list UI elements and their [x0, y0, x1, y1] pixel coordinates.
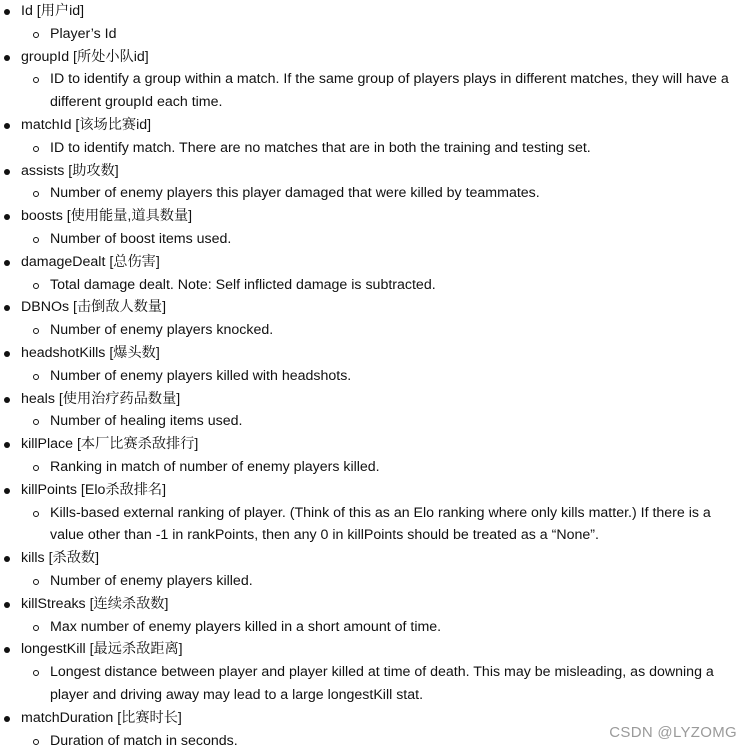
field-name: assists [助攻数]	[21, 163, 119, 179]
description-text: Max number of enemy players killed in a short amount of time.	[50, 619, 441, 635]
field-description	[0, 365, 751, 388]
field-name: headshotKills [爆头数]	[21, 345, 160, 361]
sub-bullet-icon	[33, 465, 39, 471]
description-text: player and driving away may lead to a large longestKill stat.	[50, 687, 423, 703]
description-text: different groupId each time.	[50, 94, 222, 110]
field-item	[0, 388, 751, 411]
description-text: Player’s Id	[50, 26, 117, 42]
field-description	[0, 91, 751, 114]
field-description	[0, 570, 751, 593]
bullet-icon	[4, 55, 10, 61]
field-description	[0, 524, 751, 547]
description-text: value other than -1 in rankPoints, then any 0 in killPoints should be treated as a “None”.	[50, 527, 599, 543]
field-description	[0, 684, 751, 707]
bullet-icon	[4, 488, 10, 494]
field-description	[0, 182, 751, 205]
field-description	[0, 502, 751, 525]
field-name: matchDuration [比赛时长]	[21, 710, 182, 726]
sub-bullet-icon	[33, 146, 39, 152]
sub-bullet-icon	[33, 625, 39, 631]
field-name: killPoints [Elo杀敌排名]	[21, 482, 166, 498]
description-text: ID to identify a group within a match. If the same group of players plays in different matches, they will have a	[50, 71, 729, 87]
sub-bullet-icon	[33, 283, 39, 289]
field-item	[0, 638, 751, 661]
field-name: DBNOs [击倒敌人数量]	[21, 299, 166, 315]
field-item	[0, 205, 751, 228]
field-item	[0, 0, 751, 23]
field-item	[0, 114, 751, 137]
bullet-icon	[4, 351, 10, 357]
field-name: longestKill [最远杀敌距离]	[21, 641, 183, 657]
bullet-icon	[4, 647, 10, 653]
field-name: heals [使用治疗药品数量]	[21, 391, 180, 407]
sub-bullet-icon	[33, 739, 39, 745]
field-description	[0, 616, 751, 639]
bullet-icon	[4, 9, 10, 15]
field-description	[0, 456, 751, 479]
field-description	[0, 23, 751, 46]
bullet-icon	[4, 556, 10, 562]
sub-bullet-icon	[33, 670, 39, 676]
description-text: Longest distance between player and player killed at time of death. This may be misleading, as downing a	[50, 664, 714, 680]
sub-bullet-icon	[33, 511, 39, 517]
field-description	[0, 228, 751, 251]
description-text: Ranking in match of number of enemy players killed.	[50, 459, 380, 475]
sub-bullet-icon	[33, 32, 39, 38]
field-description	[0, 137, 751, 160]
description-text: Number of enemy players knocked.	[50, 322, 273, 338]
sub-bullet-icon	[33, 374, 39, 380]
field-description	[0, 661, 751, 684]
field-item	[0, 593, 751, 616]
field-item	[0, 342, 751, 365]
field-description	[0, 410, 751, 433]
field-name: killPlace [本厂比赛杀敌排行]	[21, 436, 198, 452]
sub-bullet-icon	[33, 191, 39, 197]
field-item	[0, 479, 751, 502]
field-description	[0, 68, 751, 91]
field-name: kills [杀敌数]	[21, 550, 99, 566]
bullet-icon	[4, 716, 10, 722]
field-item	[0, 46, 751, 69]
field-name: boosts [使用能量,道具数量]	[21, 208, 192, 224]
description-text: Kills-based external ranking of player. (Think of this as an Elo ranking where only kills matter.) If there is a	[50, 505, 711, 521]
description-text: Number of enemy players killed.	[50, 573, 253, 589]
bullet-icon	[4, 397, 10, 403]
field-item	[0, 160, 751, 183]
field-item	[0, 296, 751, 319]
description-text: Total damage dealt. Note: Self inflicted damage is subtracted.	[50, 277, 436, 293]
description-text: Number of healing items used.	[50, 413, 242, 429]
field-name: Id [用户id]	[21, 3, 84, 19]
field-item	[0, 547, 751, 570]
bullet-icon	[4, 260, 10, 266]
description-text: Number of boost items used.	[50, 231, 231, 247]
sub-bullet-icon	[33, 328, 39, 334]
field-name: killStreaks [连续杀敌数]	[21, 596, 168, 612]
description-text: Number of enemy players this player damaged that were killed by teammates.	[50, 185, 540, 201]
field-name: damageDealt [总伤害]	[21, 254, 160, 270]
bullet-icon	[4, 442, 10, 448]
field-item	[0, 433, 751, 456]
field-item	[0, 251, 751, 274]
bullet-icon	[4, 123, 10, 129]
field-description	[0, 274, 751, 297]
bullet-icon	[4, 214, 10, 220]
field-description	[0, 319, 751, 342]
field-name: matchId [该场比赛id]	[21, 117, 151, 133]
bullet-icon	[4, 305, 10, 311]
sub-bullet-icon	[33, 419, 39, 425]
description-text: Number of enemy players killed with headshots.	[50, 368, 351, 384]
sub-bullet-icon	[33, 77, 39, 83]
bullet-icon	[4, 169, 10, 175]
description-text: ID to identify match. There are no matches that are in both the training and testing set.	[50, 140, 591, 156]
description-text: Duration of match in seconds.	[50, 733, 238, 749]
field-name: groupId [所处小队id]	[21, 49, 149, 65]
sub-bullet-icon	[33, 237, 39, 243]
watermark: CSDN @LYZOMG	[609, 724, 737, 741]
bullet-icon	[4, 602, 10, 608]
sub-bullet-icon	[33, 579, 39, 585]
